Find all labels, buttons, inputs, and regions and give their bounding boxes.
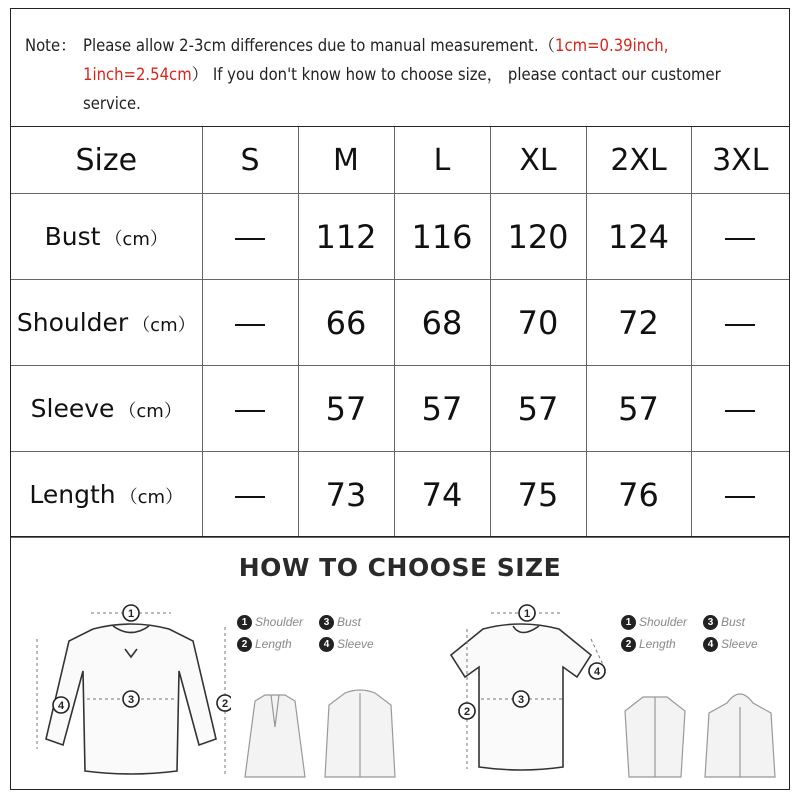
dash-mark <box>725 324 755 326</box>
row-label-text: Length <box>29 480 116 509</box>
legend-item <box>703 633 785 655</box>
header-size-label: Size <box>11 127 202 194</box>
row-label-shoulder <box>11 280 202 366</box>
marker-number: 2 <box>463 706 471 718</box>
size-table <box>11 127 789 538</box>
table-row <box>11 452 789 538</box>
legend-right <box>621 611 785 655</box>
table-cell <box>691 452 789 538</box>
unit-label: （cm） <box>104 229 168 250</box>
legend-label: Sleeve <box>337 637 374 651</box>
unit-label: （cm） <box>119 487 184 508</box>
legend-number: 4 <box>319 637 334 652</box>
legend-item <box>237 633 319 655</box>
unit-label: （cm） <box>118 401 182 422</box>
table-row <box>11 280 789 366</box>
table-cell: 74 <box>394 452 490 538</box>
note-label: Note： <box>25 36 77 55</box>
marker-number: 1 <box>127 608 135 620</box>
marker-number: 3 <box>127 694 135 706</box>
dash-mark <box>235 410 265 412</box>
legend-number: 3 <box>319 615 334 630</box>
table-cell: 116 <box>394 194 490 280</box>
table-cell: 73 <box>298 452 394 538</box>
note-conversion-2: 1inch=2.54cm <box>83 65 192 84</box>
legend-item <box>319 633 401 655</box>
legend-item <box>703 611 785 633</box>
legend-number: 1 <box>621 615 636 630</box>
table-cell: 68 <box>394 280 490 366</box>
table-cell <box>202 194 298 280</box>
marker-number: 4 <box>593 666 601 678</box>
table-cell: 120 <box>490 194 586 280</box>
legend-label: Length <box>639 637 676 651</box>
table-cell <box>691 194 789 280</box>
row-label-text: Shoulder <box>16 308 129 337</box>
table-cell: 57 <box>298 366 394 452</box>
table-cell <box>691 366 789 452</box>
table-cell <box>202 366 298 452</box>
unit-label: （cm） <box>132 315 196 336</box>
dash-mark <box>235 496 265 498</box>
table-cell: 70 <box>490 280 586 366</box>
note-text-before: Please allow 2-3cm differences due to manual measurement.（ <box>83 36 556 55</box>
size-chart-frame <box>10 8 790 790</box>
note-text <box>83 31 783 118</box>
table-cell <box>202 280 298 366</box>
table-cell: 75 <box>490 452 586 538</box>
header-size-s: S <box>202 127 298 194</box>
legend-label: Bust <box>721 615 746 629</box>
header-size-3xl: 3XL <box>691 127 789 194</box>
header-size-2xl: 2XL <box>586 127 691 194</box>
table-cell: 76 <box>586 452 691 538</box>
legend-item <box>621 611 703 633</box>
legend-number: 4 <box>703 637 718 652</box>
legend-label: Shoulder <box>639 615 688 629</box>
table-cell: 57 <box>490 366 586 452</box>
table-row <box>11 366 789 452</box>
table-cell: 112 <box>298 194 394 280</box>
table-cell: 66 <box>298 280 394 366</box>
legend-label: Sleeve <box>721 637 758 651</box>
dash-mark <box>725 238 755 240</box>
size-guide-section <box>11 536 789 791</box>
marker-number: 2 <box>221 698 229 710</box>
table-cell <box>202 452 298 538</box>
legend-item <box>319 611 401 633</box>
dash-mark <box>235 238 265 240</box>
row-label-sleeve <box>11 366 202 452</box>
dash-mark <box>725 410 755 412</box>
header-size-l: L <box>394 127 490 194</box>
note-conversion: 1cm=0.39inch, <box>555 36 669 55</box>
table-row <box>11 194 789 280</box>
dash-mark <box>725 496 755 498</box>
dash-mark <box>235 324 265 326</box>
legend-number: 2 <box>621 637 636 652</box>
marker-number: 4 <box>57 700 65 712</box>
table-cell: 57 <box>394 366 490 452</box>
legend-item <box>621 633 703 655</box>
table-cell: 72 <box>586 280 691 366</box>
header-size-xl: XL <box>490 127 586 194</box>
legend-item <box>237 611 319 633</box>
table-cell: 124 <box>586 194 691 280</box>
legend-left <box>237 611 401 655</box>
header-size-m: M <box>298 127 394 194</box>
legend-number: 1 <box>237 615 252 630</box>
table-cell <box>691 280 789 366</box>
note-box <box>11 9 789 127</box>
legend-number: 3 <box>703 615 718 630</box>
row-label-bust <box>11 194 202 280</box>
table-cell: 57 <box>586 366 691 452</box>
row-label-text: Bust <box>44 222 101 251</box>
legend-label: Bust <box>337 615 362 629</box>
tshirt-diagram <box>431 599 611 789</box>
legend-label: Length <box>255 637 292 651</box>
row-label-length <box>11 452 202 538</box>
legend-label: Shoulder <box>255 615 304 629</box>
sweatshirt-diagram <box>31 599 231 789</box>
shirt-hoodie-icons <box>615 687 785 787</box>
legend-number: 2 <box>237 637 252 652</box>
guide-title: HOW TO CHOOSE SIZE <box>238 553 562 582</box>
marker-number: 1 <box>523 608 531 620</box>
table-header-row <box>11 127 789 194</box>
note-text-after: ） If you don't know how to choose size， please contact our customer service. <box>83 65 721 113</box>
blazer-jacket-icons <box>235 687 405 787</box>
marker-number: 3 <box>517 694 525 706</box>
row-label-text: Sleeve <box>30 394 115 423</box>
